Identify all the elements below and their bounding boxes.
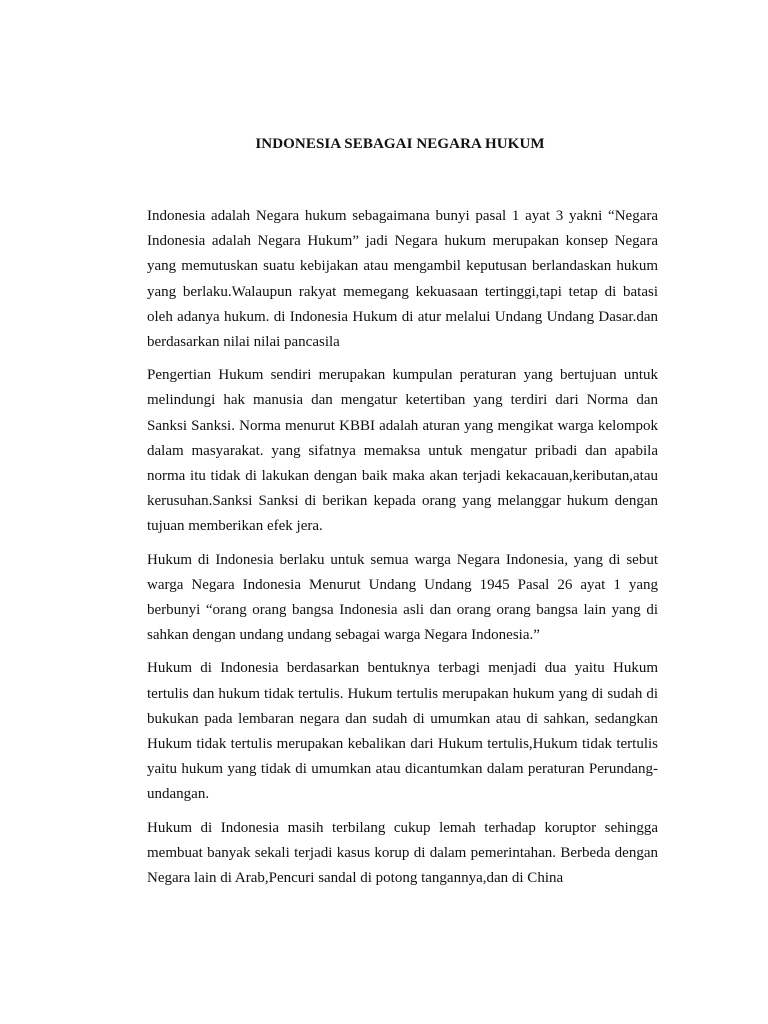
paragraph: Hukum di Indonesia masih terbilang cukup lemah terhadap koruptor sehingga membuat banyak sekali terjadi kasus korup di dalam pemerintahan. Berbeda dengan Negara lain di Arab,Pencuri sandal di potong tangannya,dan di China <box>147 819 658 887</box>
paragraph: Pengertian Hukum sendiri merupakan kumpulan peraturan yang bertujuan untuk melindungi hak manusia dan mengatur ketertiban yang terdiri dari Norma dan Sanksi Sanksi. Norma menurut KBBI adalah aturan yang mengikat warga kelompok dalam masyarakat. yang sifatnya memaksa untuk mengatur pribadi dan apabila norma itu tidak di lakukan dengan baik maka akan terjadi kekacauan,keributan,atau kerusuhan.Sanksi Sanksi di berikan kepada orang yang melanggar hukum dengan tujuan memberikan efek jera. <box>147 367 658 535</box>
document-title: INDONESIA SEBAGAI NEGARA HUKUM <box>255 136 545 152</box>
paragraph: Indonesia adalah Negara hukum sebagaimana bunyi pasal 1 ayat 3 yakni “Negara Indonesia adalah Negara Hukum” jadi Negara hukum merupakan konsep Negara yang memutuskan suatu kebijakan atau mengambil keputusan berlandaskan hukum yang berlaku.Walaupun rakyat memegang kekuasaan tertinggi,tapi tetap di batasi oleh adanya hukum. di Indonesia Hukum di atur melalui Undang Undang Dasar.dan berdasarkan nilai nilai pancasila <box>147 208 658 351</box>
paragraph: Hukum di Indonesia berlaku untuk semua warga Negara Indonesia, yang di sebut warga Negara Indonesia Menurut Undang Undang 1945 Pasal 26 ayat 1 yang berbunyi “orang orang bangsa Indonesia asli dan orang orang bangsa lain yang di sahkan dengan undang undang sebagai warga Negara Indonesia.” <box>147 551 658 644</box>
paragraph: Hukum di Indonesia berdasarkan bentuknya terbagi menjadi dua yaitu Hukum tertulis dan hukum tidak tertulis. Hukum tertulis merupakan hukum yang di sudah di bukukan pada lembaran negara dan sudah di umumkan atau di sahkan, sedangkan Hukum tidak tertulis merupakan kebalikan dari Hukum tertulis,Hukum tidak tertulis yaitu hukum yang tidak di umumkan atau dicantumkan dalam peraturan Perundang-undangan. <box>147 660 658 803</box>
document-body <box>147 204 658 899</box>
